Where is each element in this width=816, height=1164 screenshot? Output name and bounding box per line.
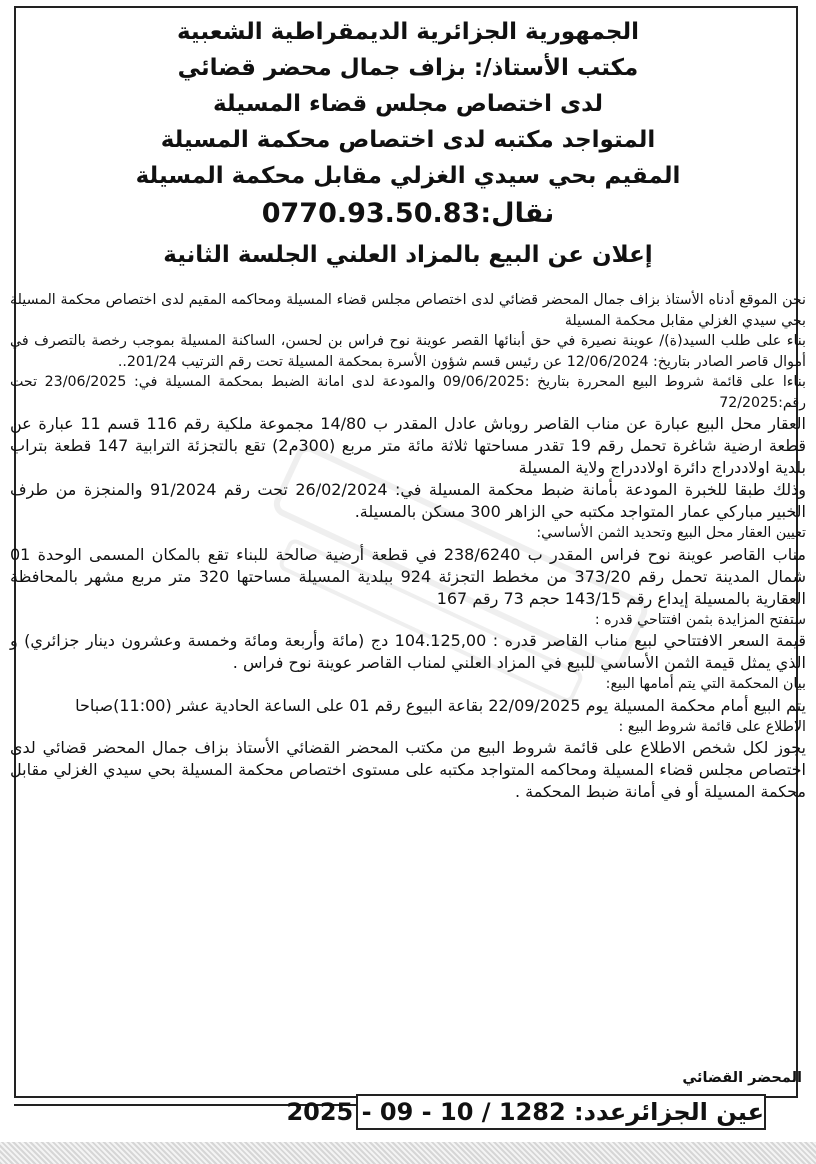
paragraph-court-heading: بيان المحكمة التي يتم أمامها البيع: [605,676,806,692]
paragraph-opening-price: قيمة السعر الافتتاحي لبيع مناب القاصر قدره : 104.125,00 دج (مائة وأربعة ومائة وخمسة وعشرون دينار جزائري) و الذي يمثل قيمة الثمن الأساسي للبيع في المزاد العلني لمناب القاصر عوينة نوح فراس . [10,631,807,672]
ad-header [0,14,816,274]
paragraph-expertise: وذلك طبقا للخبرة المودعة بأمانة ضبط محكمة المسيلة في: 26/02/2024 تحت رقم 91/2024 والمنجزة من طرف الخبير مباركي عمار المتواجد مكتبه حي الزاهر 300 مسكن بالمسيلة. [10,480,807,521]
phone-number: نقال:0770.93.50.83 [261,198,555,229]
ad-body [10,290,806,803]
paragraph-opening-heading: ستفتح المزايدة بثمن افتتاحي قدره : [594,611,806,628]
paragraph-conditions: بناءا على قائمة شروط البيع المحررة بتاريخ :09/06/2025 والمودعة لدى امانة الضبط بمحكمة المسيلة في: 23/06/2025 تحت رقم:72/2025 [10,374,806,411]
paragraph-designation-heading: تعيين العقار محل البيع وتحديد الثمن الأساسي: [536,525,806,541]
scan-edge-band [0,1142,816,1164]
paragraph-request: بناء على طلب السيد(ة)/ عوينة نصيرة في حق أبنائها القصر عوينة نوح فراس بن لحسن، الساكنة المسيلة بموجب رخصة بالتصرف في أموال قاصر الصادر بتاريخ: 12/06/2024 عن رئيس قسم شؤون الأسرة بمحكمة المسيلة تحت رقم الترتيب 201/24.. [10,333,806,370]
paragraph-designation: مناب القاصر عوينة نوح فراس المقدر ب 238/6240 في قطعة أرضية صالحة للبناء تقع بالمكان المسمى الوحدة 01 شمال المدينة تحمل رقم 373/20 من مخطط التجزئة 924 ببلدية المسيلة مساحتها 320 متر مربع مشهر بالمحافظة العقارية بالمسيلة إيداع رقم 143/15 حجم 73 رقم 167 [10,544,806,608]
office-name: مكتب الأستاذ/: بزاف جمال محضر قضائي [177,55,639,81]
paragraph-consult-heading: الاطلاع على قائمة شروط البيع : [618,718,806,735]
paragraph-consult: يجوز لكل شخص الاطلاع على قائمة شروط البيع من مكتب المحضر القضائي الأستاذ بزاف جمال المحضر قضائي لدى اختصاص مجلس قضاء المسيلة ومحاكمه المتواجد مكتبه على مستوى اختصاص محكمة المسيلة بحي سيدي الغزلي مقابل محكمة المسيلة أو في أمانة ضبط المحكمة . [10,738,806,801]
jurisdiction-line: لدى اختصاص مجلس قضاء المسيلة [212,91,604,117]
address-line: المقيم بحي سيدي الغزلي مقابل محكمة المسيلة [135,163,681,189]
signature: المحضر القضائي [682,1070,802,1086]
paragraph-sale-date: يتم البيع أمام محكمة المسيلة يوم 22/09/2025 بقاعة البيوع رقم 01 على الساعة الحادية عشر (11:00)صباحا [75,695,806,715]
announcement-title: إعلان عن البيع بالمزاد العلني الجلسة الثانية [163,242,653,268]
republic-title: الجمهورية الجزائرية الديمقراطية الشعبية [176,19,640,45]
office-location-line: المتواجد مكتبه لدى اختصاص محكمة المسيلة [160,127,656,153]
paragraph-intro: نحن الموقع أدناه الأستاذ بزاف جمال المحضر قضائي لدى اختصاص مجلس قضاء المسيلة ومحاكمه المقيم لدى اختصاص محكمة المسيلة بحي سيدي الغزلي مقابل محكمة المسيلة [10,292,806,329]
publication-reference: عين الجزائرعدد: 1282 / 10 - 09 - 2025 [356,1094,766,1130]
paragraph-property: العقار محل البيع عبارة عن مناب القاصر روباش عادل المقدر ب 14/80 مجموعة ملكية رقم 116 قسم 11 عبارة عن قطعة ارضية شاغرة تحمل رقم 19 تقدر مساحتها ثلاثة مائة متر مربع (300م2) تقع بالتجزئة الترابية 147 قطعة بتراب بلدية اولاددراج دائرة اولاددراج ولاية المسيلة [10,414,807,477]
